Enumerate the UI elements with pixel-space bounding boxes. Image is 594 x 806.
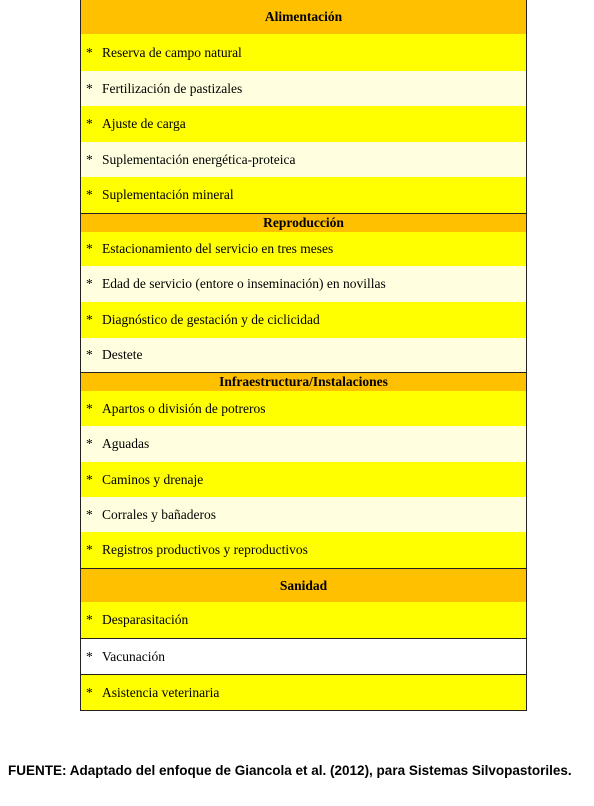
bullet: * (86, 684, 93, 700)
bullet: * (86, 80, 93, 96)
item-label: Estacionamiento del servicio en tres meses (102, 241, 334, 257)
list-item (81, 602, 526, 638)
list-item (81, 338, 526, 372)
item-label: Registros productivos y reproductivos (102, 542, 308, 558)
bullet: * (86, 436, 93, 452)
list-item (81, 426, 526, 462)
list-item (81, 674, 526, 710)
list-item (81, 142, 526, 177)
bullet: * (86, 116, 93, 132)
list-item (81, 302, 526, 338)
item-label: Ajuste de carga (102, 116, 186, 132)
bullet: * (86, 276, 93, 292)
list-item (81, 34, 526, 71)
item-label: Fertilización de pastizales (102, 80, 243, 96)
section-header-infraestructura (81, 372, 526, 391)
bullet: * (86, 44, 93, 60)
list-item (81, 497, 526, 532)
item-label: Caminos y drenaje (102, 471, 204, 487)
item-label: Apartos o división de potreros (102, 400, 266, 416)
section-title: Reproducción (263, 215, 344, 231)
bullet: * (86, 648, 93, 664)
list-item (81, 177, 526, 213)
item-label: Desparasitación (102, 612, 189, 628)
bullet: * (86, 241, 93, 257)
list-item (81, 266, 526, 302)
list-item (81, 638, 526, 674)
bullet: * (86, 312, 93, 328)
item-label: Suplementación mineral (102, 187, 234, 203)
item-label: Reserva de campo natural (102, 44, 242, 60)
bullet: * (86, 542, 93, 558)
list-item (81, 462, 526, 497)
bullet: * (86, 471, 93, 487)
section-header-alimentacion (81, 0, 526, 34)
bullet: * (86, 151, 93, 167)
list-item (81, 71, 526, 106)
item-label: Corrales y bañaderos (102, 506, 216, 522)
section-header-reproduccion (81, 213, 526, 232)
list-item (81, 532, 526, 568)
item-label: Vacunación (102, 648, 165, 664)
bullet: * (86, 506, 93, 522)
section-title: Infraestructura/Instalaciones (219, 374, 388, 390)
item-label: Edad de servicio (entore o inseminación) en novillas (102, 276, 386, 292)
bullet: * (86, 612, 93, 628)
list-item (81, 106, 526, 142)
item-label: Destete (102, 347, 143, 363)
bullet: * (86, 187, 93, 203)
list-item (81, 391, 526, 426)
item-label: Diagnóstico de gestación y de ciclicidad (102, 312, 320, 328)
item-label: Suplementación energética-proteica (102, 151, 296, 167)
section-title: Sanidad (279, 577, 328, 593)
source-note: FUENTE: Adaptado del enfoque de Giancola et al. (2012), para Sistemas Silvopastoriles. (8, 763, 572, 778)
item-label: Aguadas (102, 436, 150, 452)
bullet: * (86, 400, 93, 416)
item-label: Asistencia veterinaria (102, 684, 220, 700)
section-title: Alimentación (264, 9, 343, 25)
section-header-sanidad (81, 568, 526, 602)
bullet: * (86, 347, 93, 363)
management-table (80, 0, 527, 711)
list-item (81, 232, 526, 266)
